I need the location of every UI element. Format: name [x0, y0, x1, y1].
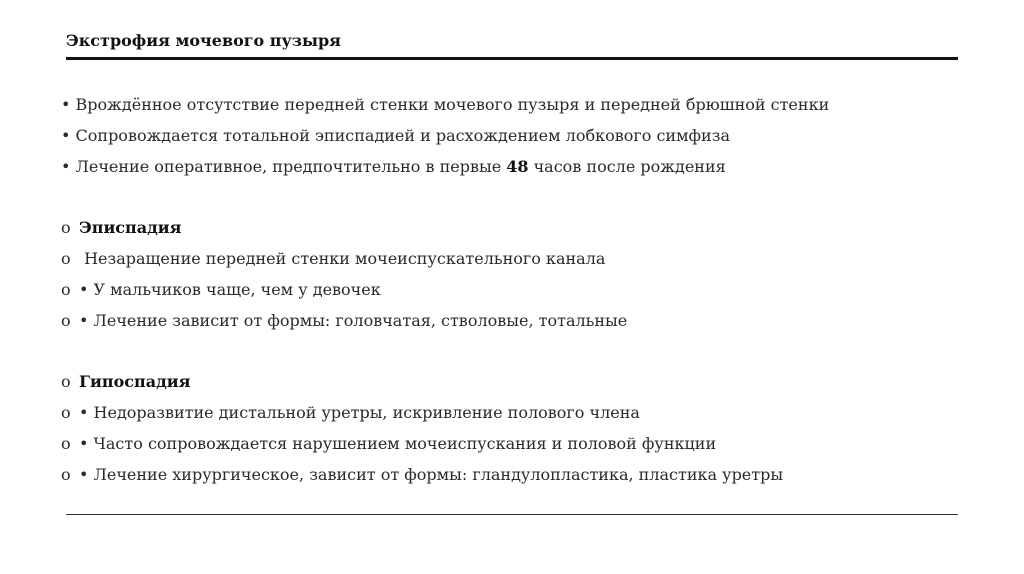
- list-item-text: • Лечение зависит от формы: головчатая, стволовые, тотальные: [79, 311, 628, 330]
- bullet-item-1: • Врождённое отсутствие передней стенки мочевого пузыря и передней брюшной стенки: [61, 95, 830, 114]
- list-item-text: • Часто сопровождается нарушением мочеиспускания и половой функции: [79, 434, 717, 453]
- slide-title: Экстрофия мочевого пузыря: [66, 31, 341, 50]
- circle-bullet-icon: o: [61, 218, 71, 237]
- section-heading-epispadias: [61, 218, 181, 238]
- circle-bullet-icon: o: [61, 434, 71, 453]
- circle-bullet-icon: o: [61, 465, 71, 484]
- section-heading-hypospadias: [61, 372, 190, 392]
- bullet-item-2: • Сопровождается тотальной эписпадией и расхождением лобкового симфиза: [61, 126, 730, 145]
- title-underline: [66, 57, 958, 60]
- heading-text: Эписпадия: [79, 218, 182, 237]
- list-item-text: • Недоразвитие дистальной уретры, искривление полового члена: [79, 403, 640, 422]
- list-item: [61, 465, 783, 485]
- list-item: [61, 434, 716, 454]
- list-item: [61, 280, 381, 300]
- circle-bullet-icon: o: [61, 403, 71, 422]
- circle-bullet-icon: o: [61, 280, 71, 299]
- hours-number: 48: [506, 157, 529, 176]
- list-item-text: Незаращение передней стенки мочеиспускательного канала: [79, 249, 606, 268]
- list-item: [61, 311, 627, 331]
- circle-bullet-icon: o: [61, 311, 71, 330]
- list-item: [61, 249, 605, 269]
- bullet-item-3-tail: часов после рождения: [528, 157, 726, 176]
- circle-bullet-icon: o: [61, 249, 71, 268]
- heading-text: Гипоспадия: [79, 372, 191, 391]
- list-item-text: • Лечение хирургическое, зависит от формы: гландулопластика, пластика уретры: [79, 465, 784, 484]
- circle-bullet-icon: o: [61, 372, 71, 391]
- footer-divider: [66, 514, 958, 515]
- list-item: [61, 403, 640, 423]
- bullet-item-3: [61, 157, 726, 177]
- bullet-item-3-text: • Лечение оперативное, предпочтительно в первые: [61, 157, 507, 176]
- list-item-text: • У мальчиков чаще, чем у девочек: [79, 280, 381, 299]
